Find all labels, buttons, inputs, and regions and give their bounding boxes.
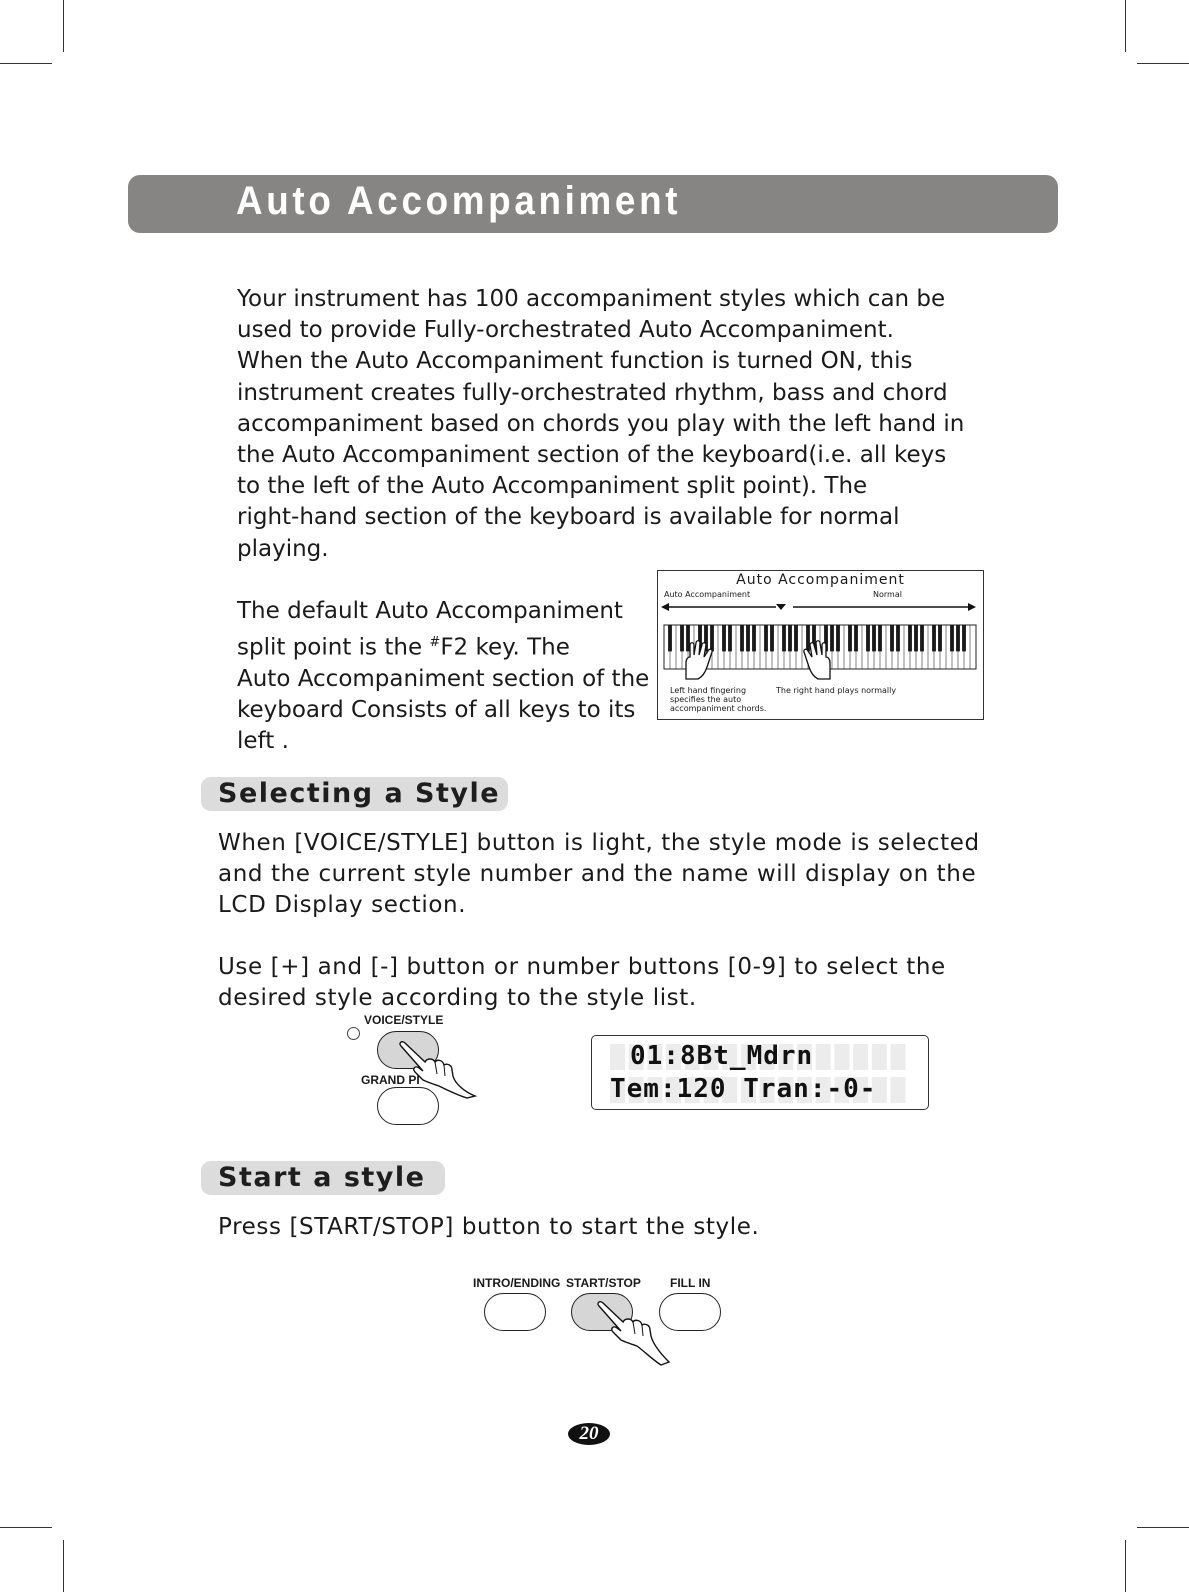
black-key — [956, 625, 960, 651]
crop-mark — [1125, 1540, 1126, 1592]
fill-in-label: FILL IN — [670, 1276, 711, 1290]
left-caption-line: specifies the auto — [670, 695, 742, 704]
left-caption — [670, 686, 766, 713]
selecting-style-heading — [201, 777, 508, 811]
selecting-line: When [VOICE/STYLE] button is light, the style mode is selected — [218, 830, 980, 856]
selecting-line: desired style according to the style list. — [218, 985, 697, 1012]
selecting-style-heading-text: Selecting a Style — [218, 778, 501, 809]
crop-mark — [1125, 0, 1126, 52]
voice-style-label: VOICE/STYLE — [364, 1013, 444, 1027]
intro-line: to the left of the Auto Accompaniment split point). The — [237, 473, 868, 500]
split-line — [237, 627, 649, 664]
black-key — [890, 625, 894, 651]
black-key — [932, 625, 936, 651]
lcd-cell — [891, 1044, 906, 1070]
black-key — [914, 625, 918, 651]
selecting-paragraph-1 — [218, 828, 980, 922]
intro-ending-label: INTRO/ENDING — [473, 1276, 561, 1290]
selecting-line: Use [+] and [-] button or number buttons [0-9] to select the — [218, 954, 946, 980]
black-key — [878, 625, 882, 651]
lcd-cell — [816, 1044, 831, 1070]
black-key — [920, 625, 924, 651]
split-point-paragraph — [237, 596, 649, 758]
intro-line: playing. — [237, 535, 329, 562]
split-line: Auto Accompaniment section of the — [237, 666, 650, 693]
diagram-title: Auto Accompaniment — [736, 572, 905, 588]
black-key — [872, 625, 876, 651]
crop-mark — [1137, 1527, 1189, 1528]
intro-line: Your instrument has 100 accompaniment styles which can be — [237, 286, 946, 312]
left-caption-line: Left hand fingering — [670, 686, 747, 695]
black-key — [740, 625, 744, 651]
split-line: left . — [237, 728, 289, 755]
start-stop-label: START/STOP — [566, 1276, 641, 1290]
intro-line: When the Auto Accompaniment function is turned ON, this — [237, 348, 913, 375]
lcd-display — [591, 1035, 929, 1110]
intro-line: instrument creates fully-orchestrated rhythm, bass and chord — [237, 379, 948, 406]
page-title: Auto Accompaniment — [236, 179, 682, 223]
start-style-heading-text: Start a style — [218, 1162, 426, 1193]
black-key — [962, 625, 966, 651]
selecting-line: LCD Display section. — [218, 892, 467, 919]
voice-style-led — [347, 1027, 360, 1040]
diagram-right-label: Normal — [873, 590, 902, 599]
crop-mark — [63, 0, 64, 52]
intro-paragraph — [237, 284, 964, 565]
split-line: The default Auto Accompaniment — [237, 598, 623, 624]
black-key — [764, 625, 768, 651]
black-key — [752, 625, 756, 651]
intro-ending-button[interactable] — [484, 1293, 546, 1331]
black-key — [950, 625, 954, 651]
lcd-cell — [610, 1044, 625, 1070]
lcd-cell — [891, 1077, 906, 1103]
crop-mark — [0, 1527, 52, 1528]
crop-mark — [63, 1540, 64, 1592]
black-key — [866, 625, 870, 651]
pointing-hand-icon — [593, 1300, 678, 1368]
left-hand-icon — [680, 639, 720, 681]
intro-line: the Auto Accompaniment section of the keyboard(i.e. all keys — [237, 442, 947, 469]
black-key — [728, 625, 732, 651]
black-key — [782, 625, 786, 651]
lcd-cell — [834, 1044, 849, 1070]
right-caption: The right hand plays normally — [776, 686, 897, 695]
diagram-left-label: Auto Accompaniment — [664, 590, 751, 599]
black-key — [836, 625, 840, 651]
right-hand-icon — [796, 639, 836, 681]
lcd-cell — [872, 1044, 887, 1070]
split-line: keyboard Consists of all keys to its — [237, 697, 636, 724]
grand-piano-label: GRAND PI — [361, 1073, 420, 1087]
black-key — [908, 625, 912, 651]
black-key — [848, 625, 852, 651]
pointing-hand-icon — [395, 1040, 480, 1100]
sharp-sign: # — [429, 635, 441, 651]
intro-line: accompaniment based on chords you play with the left hand in — [237, 410, 965, 437]
lcd-line-1: 01:8Bt_Mdrn — [630, 1041, 814, 1071]
intro-line: used to provide Fully-orchestrated Auto Accompaniment. — [237, 317, 894, 344]
crop-mark — [1137, 63, 1189, 64]
start-style-text: Press [START/STOP] button to start the style. — [218, 1214, 760, 1240]
split-line-suffix: F2 key. The — [440, 634, 570, 661]
split-line-prefix: split point is the — [237, 634, 430, 661]
lcd-cell — [853, 1044, 868, 1070]
selecting-line: and the current style number and the name will display on the — [218, 861, 977, 888]
black-key — [938, 625, 942, 651]
crop-mark — [0, 63, 52, 64]
black-key — [854, 625, 858, 651]
black-key — [896, 625, 900, 651]
black-key — [788, 625, 792, 651]
lcd-line-2: Tem:120 Tran:-0- — [610, 1074, 877, 1104]
black-key — [746, 625, 750, 651]
section-title-bar — [128, 175, 1058, 233]
page-number: 20 — [568, 1423, 610, 1445]
black-key — [668, 625, 672, 651]
start-style-heading — [201, 1161, 445, 1195]
selecting-paragraph-2 — [218, 952, 946, 1014]
keyboard-diagram — [657, 570, 984, 720]
black-key — [770, 625, 774, 651]
intro-line: right-hand section of the keyboard is available for normal — [237, 504, 900, 531]
black-key — [722, 625, 726, 651]
left-caption-line: accompaniment chords. — [670, 704, 767, 713]
